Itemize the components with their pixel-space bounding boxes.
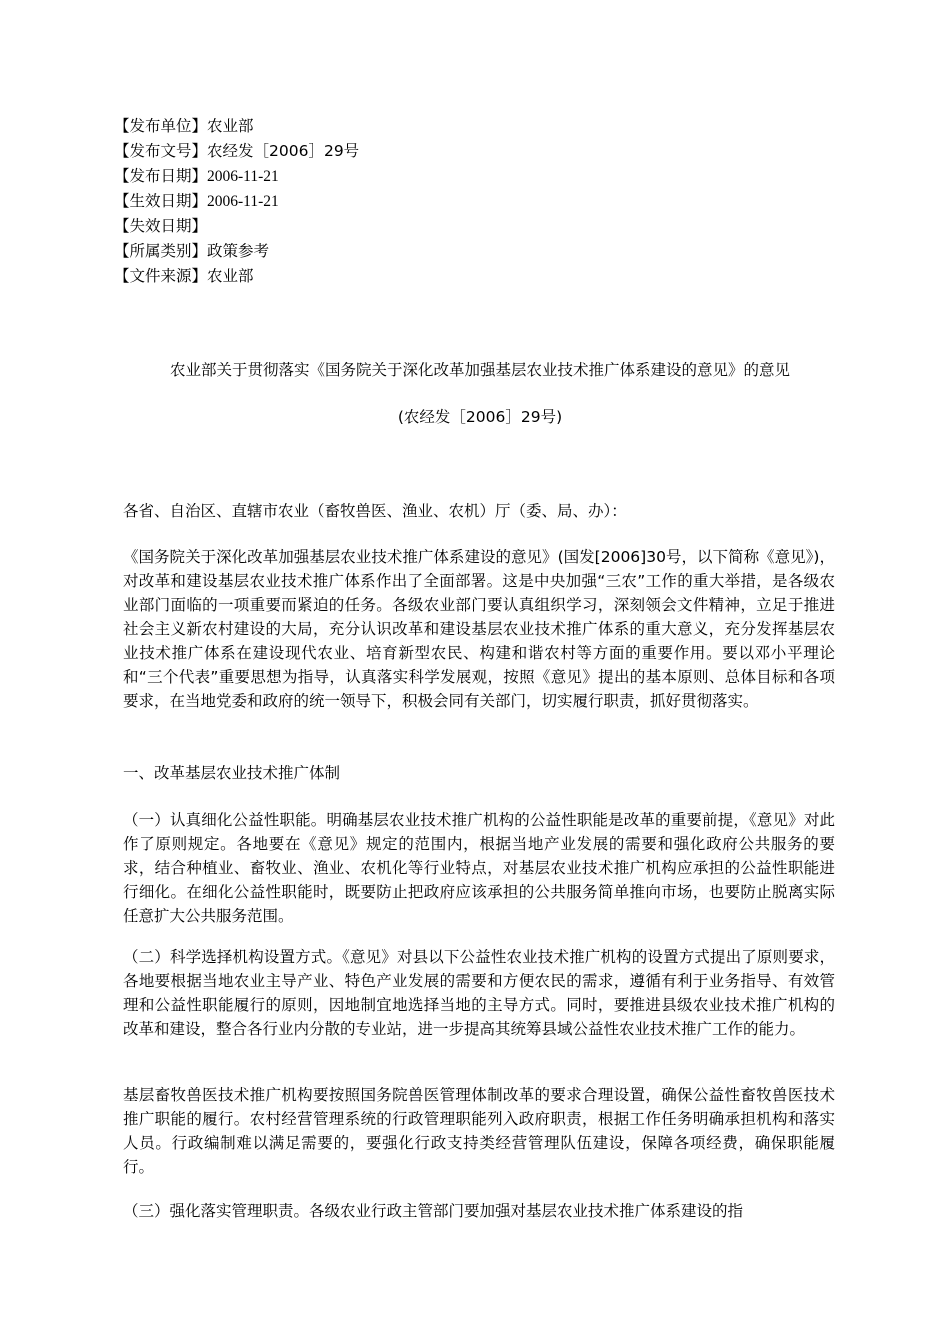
paragraph-text: 基层畜牧兽医技术推广机构要按照国务院兽医管理体制改革的要求合理设置，确保公益性畜牧兽医技术推广职能的履行。农村经营管理系统的行政管理职能列入政府职责，根据工作任务明确承担机构和落实人员。行政编制难以满足需要的，要强化行政支持类经营管理队伍建设，保障各项经费，确保职能履行。: [123, 1086, 835, 1176]
meta-value: 农经发［2006］29号: [207, 142, 360, 160]
meta-value: 政策参考: [207, 242, 270, 260]
meta-value: 2006-11-21: [207, 193, 279, 210]
meta-label: 【生效日期】: [114, 192, 208, 210]
meta-issuer: [114, 114, 614, 139]
document-metadata: [114, 114, 614, 289]
document-subtitle: (农经发［2006］29号): [397, 408, 563, 426]
meta-issue-date: [114, 164, 614, 189]
document-title: 农业部关于贯彻落实《国务院关于深化改革加强基层农业技术推广体系建设的意见》的意见: [169, 361, 790, 379]
meta-value: 农业部: [207, 117, 254, 135]
paragraph-text: （三）强化落实管理职责。各级农业行政主管部门要加强对基层农业技术推广体系建设的指: [123, 1202, 744, 1220]
paragraph-text: （二）科学选择机构设置方式。《意见》对县以下公益性农业技术推广机构的设置方式提出了原则要求，各地要根据当地农业主导产业、特色产业发展的需要和方便农民的需求，遵循有利于业务指导、有效管理和公益性职能履行的原则，因地制宜地选择当地的主导方式。同时，要推进县级农业技术推广机构的改革和建设，整合各行业内分散的专业站，进一步提高其统筹县域公益性农业技术推广工作的能力。: [123, 948, 835, 1038]
meta-source: [114, 264, 614, 289]
meta-label: 【所属类别】: [114, 242, 208, 260]
paragraph-text: 《国务院关于深化改革加强基层农业技术推广体系建设的意见》(国发[2006]30号，以下简称《意见》)，对改革和建设基层农业技术推广体系作出了全面部署。这是中央加强“三农”工作的重大举措，是各级农业部门面临的一项重要而紧迫的任务。各级农业部门要认真组织学习，深刻领会文件精神，立足于推进社会主义新农村建设的大局，充分认识改革和建设基层农业技术推广体系的重大意义，充分发挥基层农业技术推广体系在建设现代农业、培育新型农民、构建和谐农村等方面的重要作用。要以邓小平理论和“三个代表”重要思想为指导，认真落实科学发展观，按照《意见》提出的基本原则、总体目标和各项要求，在当地党委和政府的统一领导下，积极会同有关部门，切实履行职责，抓好贯彻落实。: [123, 548, 835, 710]
paragraph: [123, 1083, 835, 1179]
meta-label: 【发布单位】: [114, 117, 208, 135]
greeting-text: 各省、自治区、直辖市农业（畜牧兽医、渔业、农机）厅（委、局、办）：: [123, 502, 627, 520]
greeting: [123, 499, 835, 523]
section-heading-text: 一、改革基层农业技术推广体制: [123, 764, 341, 782]
meta-doc-number: [114, 139, 614, 164]
meta-value: 农业部: [207, 267, 254, 285]
paragraph: [123, 545, 835, 713]
paragraph-text: （一）认真细化公益性职能。明确基层农业技术推广机构的公益性职能是改革的重要前提，《意见》对此作了原则规定。各地要在《意见》规定的范围内，根据当地产业发展的需要和强化政府公共服务的要求，结合种植业、畜牧业、渔业、农机化等行业特点，对基层农业技术推广机构应承担的公益性职能进行细化。在细化公益性职能时，既要防止把政府应该承担的公共服务简单推向市场，也要防止脱离实际任意扩大公共服务范围。: [123, 811, 835, 925]
meta-label: 【失效日期】: [114, 217, 208, 235]
paragraph: [123, 945, 835, 1041]
section-heading: [123, 761, 835, 785]
meta-label: 【文件来源】: [114, 267, 208, 285]
meta-label: 【发布日期】: [114, 167, 208, 185]
meta-value: 2006-11-21: [207, 168, 279, 185]
meta-effective-date: [114, 189, 614, 214]
paragraph: [123, 808, 835, 928]
meta-expiry-date: [114, 214, 614, 239]
meta-label: 【发布文号】: [114, 142, 208, 160]
paragraph: [123, 1199, 835, 1223]
meta-category: [114, 239, 614, 264]
